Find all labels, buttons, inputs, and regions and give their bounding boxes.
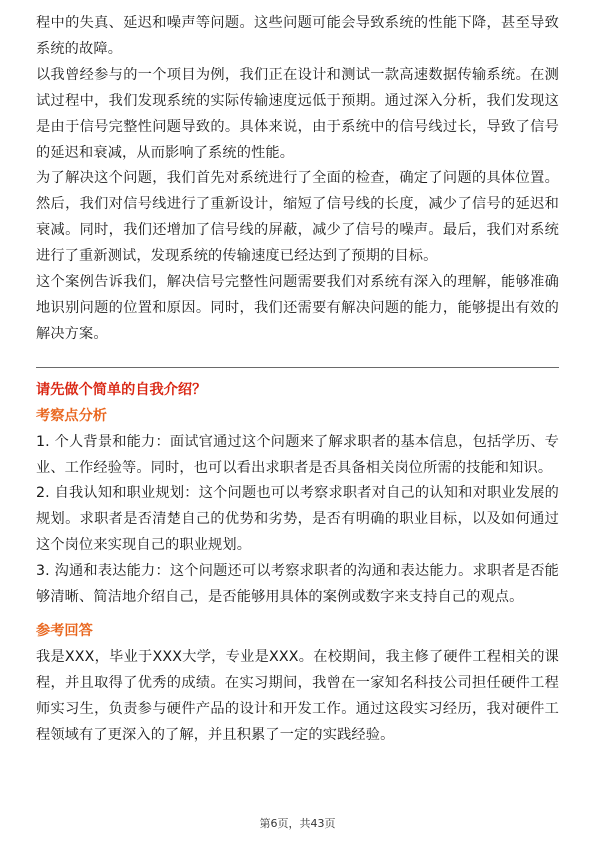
intro-paragraph-2: 以我曾经参与的一个项目为例，我们正在设计和测试一款高速数据传输系统。在测试过程中，我们发现系统的实际传输速度远低于预期。通过深入分析，我们发现这是由于信号完整性问题导致的。具体来说，由于系统中的信号线过长，导致了信号的延迟和衰减，从而影响了系统的性能。 [36, 66, 559, 161]
page-number-footer: 第6页，共43页 [259, 817, 336, 830]
analysis-item-3: 3. 沟通和表达能力：这个问题还可以考察求职者的沟通和表达能力。求职者是否能够清晰、简洁地介绍自己，是否能够用具体的案例或数字来支持自己的观点。 [36, 563, 559, 606]
page-content [36, 11, 559, 748]
section-divider [36, 367, 559, 368]
analysis-heading: 考察点分析 [36, 407, 107, 424]
intro-paragraph-4: 这个案例告诉我们，解决信号完整性问题需要我们对系统有深入的理解，能够准确地识别问题的位置和原因。同时，我们还需要有解决问题的能力，能够提出有效的解决方案。 [36, 274, 559, 342]
intro-paragraph-1: 程中的失真、延迟和噪声等问题。这些问题可能会导致系统的性能下降，甚至导致系统的故障。 [36, 15, 559, 57]
answer-heading: 参考回答 [36, 622, 93, 639]
analysis-item-2: 2. 自我认知和职业规划：这个问题也可以考察求职者对自己的认知和对职业发展的规划。求职者是否清楚自己的优势和劣势，是否有明确的职业目标，以及如何通过这个岗位来实现自己的职业规划。 [36, 485, 559, 554]
analysis-item-1: 1. 个人背景和能力：面试官通过这个问题来了解求职者的基本信息，包括学历、专业、工作经验等。同时，也可以看出求职者是否具备相关岗位所需的技能和知识。 [36, 433, 559, 476]
interview-question: 请先做个简单的自我介绍？ [36, 381, 207, 398]
answer-paragraph: 我是XXX，毕业于XXX大学，专业是XXX。在校期间，我主修了硬件工程相关的课程，并且取得了优秀的成绩。在实习期间，我曾在一家知名科技公司担任硬件工程师实习生，负责参与硬件产品的设计和开发工作。通过这段实习经历，我对硬件工程领域有了更深入的了解，并且积累了一定的实践经验。 [36, 648, 559, 743]
intro-paragraph-3: 为了解决这个问题，我们首先对系统进行了全面的检查，确定了问题的具体位置。然后，我们对信号线进行了重新设计，缩短了信号线的长度，减少了信号的延迟和衰减。同时，我们还增加了信号线的屏蔽，减少了信号的噪声。最后，我们对系统进行了重新测试，发现系统的传输速度已经达到了预期的目标。 [36, 170, 559, 265]
